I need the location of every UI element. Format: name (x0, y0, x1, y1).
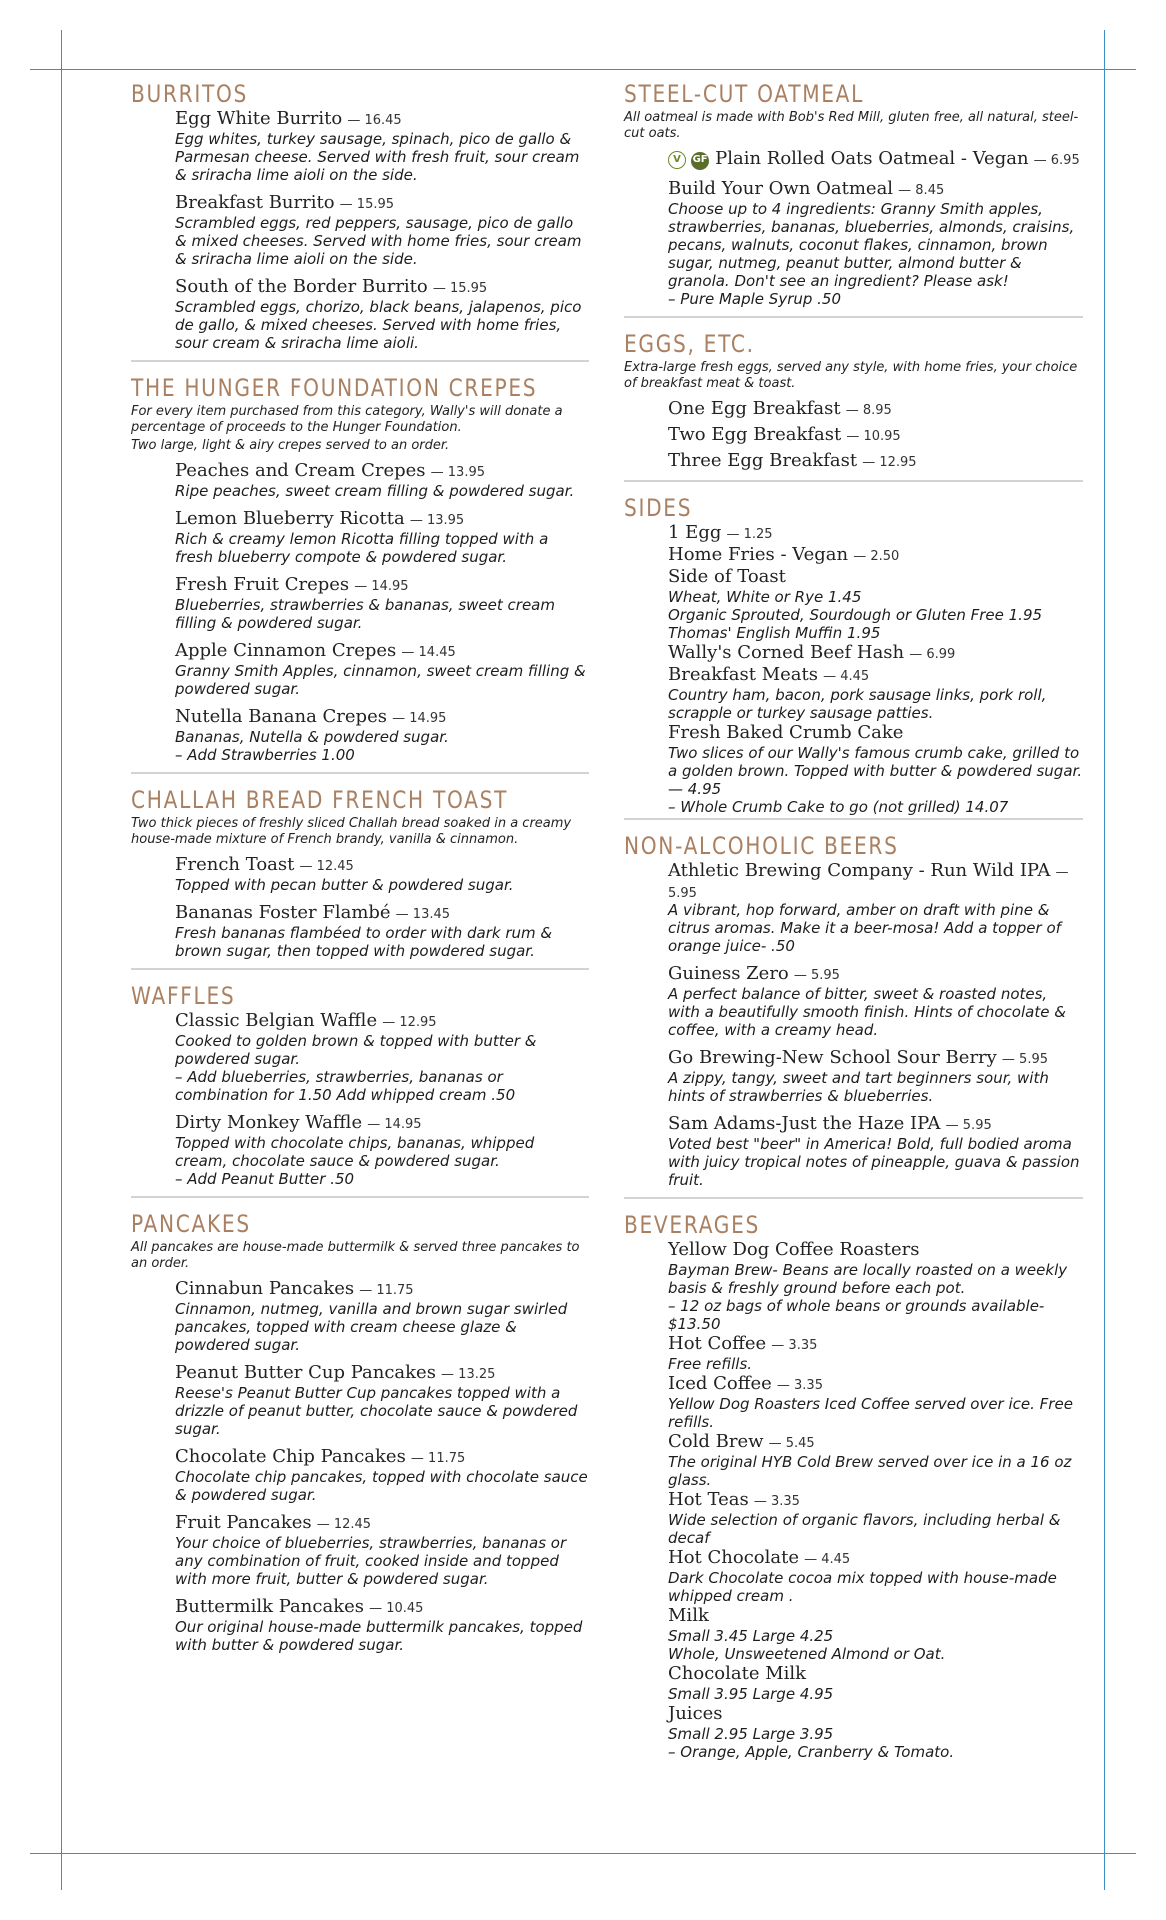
item-name: Apple Cinnamon Crepes (175, 640, 397, 661)
item-description: Cooked to golden brown & topped with butter & powdered sugar. (175, 1032, 537, 1068)
item-price: — 5.95 (945, 1118, 992, 1133)
section-sides (624, 494, 1083, 816)
item-description: Blueberries, strawberries & bananas, sweet cream filling & powdered sugar. (175, 596, 555, 632)
menu-item (175, 1596, 589, 1654)
item-price: — 13.95 (409, 513, 465, 528)
menu-item (668, 1489, 1083, 1547)
menu-item (175, 460, 589, 500)
item-price: — 12.45 (316, 1517, 372, 1532)
item-price: — 1.25 (726, 527, 773, 542)
menu-item (668, 1431, 1083, 1489)
menu-item (668, 664, 1083, 722)
item-name: Hot Chocolate (668, 1547, 799, 1568)
item-name: Cinnabun Pancakes (175, 1278, 355, 1299)
item-name: Juices (668, 1703, 723, 1724)
item-name: Cold Brew (668, 1431, 764, 1452)
guide-line-right (1104, 30, 1105, 1890)
item-price: — 14.95 (367, 1117, 422, 1132)
section-beverages (624, 1211, 1083, 1761)
menu-item (175, 276, 589, 352)
section-french-toast (131, 786, 589, 960)
item-name: Dirty Monkey Waffle (175, 1112, 363, 1133)
item-name: Fresh Fruit Crepes (175, 574, 350, 595)
item-description: Free refills. (668, 1355, 753, 1373)
item-name: Hot Teas (668, 1489, 749, 1510)
item-description: Yellow Dog Roasters Iced Coffee served over ice. Free refills. (668, 1395, 1073, 1431)
item-price: — 5.95 (793, 968, 840, 983)
vegan-icon: V (668, 151, 686, 169)
item-description: Country ham, bacon, pork sausage links, pork roll, scrapple or turkey sausage patties. (668, 686, 1047, 722)
item-price: — 3.35 (771, 1338, 818, 1353)
section-description: Extra-large fresh eggs, served any style, with home fries, your choice of breakfast meat & toast. (624, 360, 1078, 391)
item-price: — 4.45 (823, 669, 870, 684)
item-name: Athletic Brewing Company - Run Wild IPA (668, 860, 1051, 881)
item-description: Granny Smith Apples, cinnamon, sweet cream filling & powdered sugar. (175, 662, 586, 698)
menu-item (175, 1512, 589, 1588)
item-name: Home Fries - Vegan (668, 544, 849, 565)
section-title: STEEL-CUT OATMEAL (624, 80, 865, 108)
item-description: Cinnamon, nutmeg, vanilla and brown sugar swirled pancakes, topped with cream cheese glaze & powdered sugar. (175, 1300, 568, 1354)
section-title: CHALLAH BREAD FRENCH TOAST (131, 786, 509, 814)
section-title: WAFFLES (131, 982, 236, 1010)
item-description: Small 3.95 Large 4.95 (668, 1685, 834, 1703)
item-name: Nutella Banana Crepes (175, 706, 387, 727)
menu-item (668, 1047, 1083, 1105)
item-price: — 14.95 (354, 579, 409, 594)
item-description: Dark Chocolate cocoa mix topped with house-made whipped cream . (668, 1569, 1057, 1605)
item-description: A vibrant, hop forward, amber on draft with pine & citrus aromas. Make it a beer-mosa! Add a topper of orange juice- .50 (668, 901, 1061, 955)
menu-item (668, 642, 1083, 664)
section-divider (624, 480, 1083, 482)
item-name: Breakfast Burrito (175, 192, 335, 213)
item-description: Thomas' English Muffin 1.95 (668, 624, 881, 642)
item-description: Small 3.45 Large 4.25 (668, 1627, 834, 1645)
item-description: Topped with pecan butter & powdered sugar. (175, 876, 514, 894)
item-name: Guiness Zero (668, 963, 789, 984)
menu-item (175, 574, 589, 632)
item-name: Three Egg Breakfast (668, 450, 858, 471)
item-addon: – Add Strawberries 1.00 (175, 746, 355, 764)
item-price: — 13.25 (441, 1367, 496, 1382)
item-price: — 14.45 (401, 645, 456, 660)
menu-item (668, 1239, 1083, 1333)
item-name: French Toast (175, 854, 295, 875)
item-name: Iced Coffee (668, 1373, 772, 1394)
item-price: — 12.45 (299, 859, 354, 874)
item-name: Egg White Burrito (175, 108, 343, 129)
menu-item (668, 522, 1083, 544)
item-price: — 4.45 (804, 1552, 851, 1567)
menu-item (668, 860, 1083, 955)
item-price: — 16.45 (347, 113, 402, 128)
item-name: Chocolate Chip Pancakes (175, 1446, 406, 1467)
item-addon: – Whole Crumb Cake to go (not grilled) 14.07 (668, 798, 1009, 816)
item-price: — 8.95 (845, 403, 892, 418)
item-price: — 11.75 (359, 1283, 414, 1298)
section-title: SIDES (624, 494, 693, 522)
item-name: Breakfast Meats (668, 664, 818, 685)
section-divider (624, 316, 1083, 318)
item-description: The original HYB Cold Brew served over ice in a 16 oz glass. (668, 1453, 1072, 1489)
item-description: A perfect balance of bitter, sweet & roasted notes, with a beautifully smooth finish. Hints of chocolate & coffee, with a creamy head. (668, 985, 1066, 1039)
item-description: Organic Sprouted, Sourdough or Gluten Free 1.95 (668, 606, 1043, 624)
item-description: Our original house-made buttermilk pancakes, topped with butter & powdered sugar. (175, 1618, 583, 1654)
menu-item (175, 902, 589, 960)
menu-column-right (624, 80, 1083, 1761)
item-price: — 14.95 (392, 711, 447, 726)
item-price: — 12.95 (862, 455, 917, 470)
item-addon: – Orange, Apple, Cranberry & Tomato. (668, 1743, 955, 1761)
menu-item (668, 1333, 1083, 1373)
item-price: — 15.95 (339, 197, 395, 212)
item-price: — 3.35 (776, 1378, 823, 1393)
section-description: Two thick pieces of freshly sliced Challah bread soaked in a creamy house-made mixture of French brandy, vanilla & cinnamon. (131, 816, 572, 847)
item-description: Topped with chocolate chips, bananas, whipped cream, chocolate sauce & powdered sugar. (175, 1134, 535, 1170)
item-name: Milk (668, 1605, 709, 1626)
menu-item (175, 192, 589, 268)
item-name: Fruit Pancakes (175, 1512, 312, 1533)
section-description: For every item purchased from this category, Wally's will donate a percentage of proceeds to the Hunger Foundation. (131, 404, 563, 435)
menu-item (668, 722, 1083, 816)
item-description: Bananas, Nutella & powdered sugar. (175, 728, 449, 746)
item-name: One Egg Breakfast (668, 398, 841, 419)
section-burritos (131, 80, 589, 352)
menu-item (668, 178, 1083, 308)
section-title: THE HUNGER FOUNDATION CREPES (131, 374, 538, 402)
menu-item (175, 706, 589, 764)
item-addon: Whole, Unsweetened Almond or Oat. (668, 1645, 946, 1663)
menu-item (175, 1278, 589, 1354)
item-description: Small 2.95 Large 3.95 (668, 1725, 834, 1743)
item-name: Build Your Own Oatmeal (668, 178, 894, 199)
item-description: Rich & creamy lemon Ricotta filling topped with a fresh blueberry compote & powdered sugar. (175, 530, 549, 566)
item-name: Side of Toast (668, 566, 786, 587)
item-name: Lemon Blueberry Ricotta (175, 508, 405, 529)
item-name: 1 Egg (668, 522, 722, 543)
item-name: Go Brewing-New School Sour Berry (668, 1047, 997, 1068)
item-description: Wide selection of organic flavors, including herbal & decaf (668, 1511, 1061, 1547)
menu-item (668, 566, 1083, 642)
item-description: Ripe peaches, sweet cream filling & powdered sugar. (175, 482, 575, 500)
section-title: NON-ALCOHOLIC BEERS (624, 832, 899, 860)
section-eggs (624, 330, 1083, 472)
menu-item (668, 148, 1083, 170)
item-price: — 8.45 (898, 183, 945, 198)
guide-line-bottom (30, 1853, 1136, 1854)
section-divider (624, 1197, 1083, 1199)
item-description: Scrambled eggs, chorizo, black beans, jalapenos, pico de gallo, & mixed cheeses. Served with home fries, sour cream & sriracha lime aioli. (175, 298, 582, 352)
item-description: A zippy, tangy, sweet and tart beginners sour, with hints of strawberries & blueberries. (668, 1069, 1049, 1105)
item-description: Voted best "beer" in America! Bold, full bodied aroma with juicy tropical notes of pineapple, guava & passion fruit. (668, 1135, 1080, 1189)
item-name: Peanut Butter Cup Pancakes (175, 1362, 436, 1383)
item-description: Reese's Peanut Butter Cup pancakes topped with a drizzle of peanut butter, chocolate sauce & powdered sugar. (175, 1384, 578, 1438)
menu-item (668, 1113, 1083, 1189)
item-name: Two Egg Breakfast (668, 424, 842, 445)
item-addon: – Add blueberries, strawberries, bananas or combination for 1.50 Add whipped cream .50 (175, 1068, 516, 1104)
menu-item (175, 1446, 589, 1504)
section-title: BEVERAGES (624, 1211, 761, 1239)
item-name: Chocolate Milk (668, 1663, 807, 1684)
item-price: — 10.95 (846, 429, 901, 444)
menu-item (668, 1703, 1083, 1761)
item-price: — 3.35 (753, 1494, 800, 1509)
section-oatmeal (624, 80, 1083, 308)
item-description: Fresh bananas flambéed to order with dark rum & brown sugar, then topped with powdered sugar. (175, 924, 553, 960)
menu-item (175, 854, 589, 894)
item-description: Two slices of our Wally's famous crumb cake, grilled to a golden brown. Topped with butter & powdered sugar. — 4.95 (668, 744, 1083, 798)
guide-line-left (61, 30, 62, 1890)
section-title: BURRITOS (131, 80, 248, 108)
item-name: Sam Adams-Just the Haze IPA (668, 1113, 941, 1134)
item-name: South of the Border Burrito (175, 276, 428, 297)
item-price: — 2.50 (853, 549, 900, 564)
section-divider (131, 772, 589, 774)
item-name: Hot Coffee (668, 1333, 767, 1354)
section-divider (131, 360, 589, 362)
menu-item (668, 424, 1083, 446)
item-description: Chocolate chip pancakes, topped with chocolate sauce & powdered sugar. (175, 1468, 588, 1504)
menu-item (668, 450, 1083, 472)
menu-item (175, 1112, 589, 1188)
menu-item (668, 1547, 1083, 1605)
item-addon: – Pure Maple Syrup .50 (668, 290, 842, 308)
item-price: — 13.95 (430, 465, 485, 480)
item-name: Plain Rolled Oats Oatmeal - Vegan (715, 148, 1029, 169)
menu-item (668, 963, 1083, 1039)
menu-item (175, 1010, 589, 1104)
item-price: — 6.95 (1033, 153, 1080, 168)
menu-item (668, 1663, 1083, 1703)
menu-item (668, 1605, 1083, 1663)
item-name: Buttermilk Pancakes (175, 1596, 364, 1617)
item-description: Bayman Brew- Beans are locally roasted on a weekly basis & freshly ground before each pot. (668, 1261, 1068, 1297)
item-name: Wally's Corned Beef Hash (668, 642, 905, 663)
menu-item (668, 398, 1083, 420)
item-description: Your choice of blueberries, strawberries, bananas or any combination of fruit, cooked inside and topped with more fruit, butter & powdered sugar. (175, 1534, 567, 1588)
section-description: Two large, light & airy crepes served to an order. (131, 438, 450, 453)
item-addon: – Add Peanut Butter .50 (175, 1170, 355, 1188)
item-name: Fresh Baked Crumb Cake (668, 722, 904, 743)
item-name: Peaches and Cream Crepes (175, 460, 426, 481)
section-pancakes (131, 1210, 589, 1654)
item-price: — 5.95 (1001, 1052, 1048, 1067)
item-price: — 15.95 (432, 281, 488, 296)
menu-item (175, 508, 589, 566)
section-description: All pancakes are house-made buttermilk & served three pancakes to an order. (131, 1240, 580, 1271)
menu-item (175, 108, 589, 184)
menu-column-left (131, 80, 589, 1662)
item-price: — 5.45 (768, 1436, 815, 1451)
item-description: Egg whites, turkey sausage, spinach, pico de gallo & Parmesan cheese. Served with fresh fruit, sour cream & sriracha lime aioli on the side. (175, 130, 580, 184)
section-title: PANCAKES (131, 1210, 251, 1238)
section-divider (131, 968, 589, 970)
menu-item (668, 544, 1083, 566)
item-price: — 11.75 (410, 1451, 466, 1466)
item-description: Choose up to 4 ingredients: Granny Smith apples, strawberries, bananas, blueberries, almonds, craisins, pecans, walnuts, coconut flakes, cinnamon, brown sugar, nutmeg, peanut butter, almond butter & granola. Don't see an ingredient? Please ask! (668, 200, 1075, 290)
item-description: Wheat, White or Rye 1.45 (668, 588, 862, 606)
menu-item (175, 640, 589, 698)
section-description: All oatmeal is made with Bob's Red Mill, gluten free, all natural, steel-cut oats. (624, 110, 1079, 141)
item-price: — 13.45 (395, 907, 451, 922)
item-price: — 12.95 (382, 1015, 437, 1030)
item-name: Classic Belgian Waffle (175, 1010, 378, 1031)
item-price: — 6.99 (909, 647, 956, 662)
section-crepes (131, 374, 589, 764)
gluten-free-icon: GF (691, 152, 709, 170)
menu-item (175, 1362, 589, 1438)
menu-item (668, 1373, 1083, 1431)
item-name: Yellow Dog Coffee Roasters (668, 1239, 920, 1260)
item-name: Bananas Foster Flambé (175, 902, 391, 923)
section-title: EGGS, ETC. (624, 330, 755, 358)
section-waffles (131, 982, 589, 1188)
section-divider (131, 1196, 589, 1198)
section-non-alcoholic-beers (624, 832, 1083, 1189)
item-price: — 5.95 (668, 865, 1069, 901)
item-addon: – 12 oz bags of whole beans or grounds available- $13.50 (668, 1297, 1045, 1333)
item-price: — 10.45 (369, 1601, 424, 1616)
section-divider (624, 818, 1083, 820)
guide-line-top (30, 69, 1136, 70)
item-description: Scrambled eggs, red peppers, sausage, pico de gallo & mixed cheeses. Served with home fries, sour cream & sriracha lime aioli on the side. (175, 214, 582, 268)
